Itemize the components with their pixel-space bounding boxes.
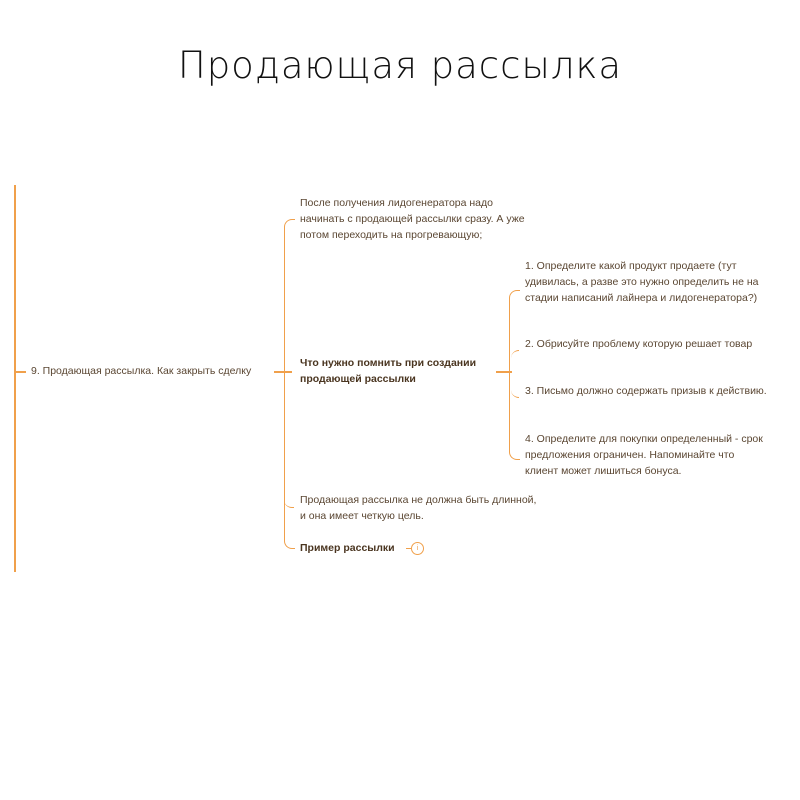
spine-line — [14, 185, 16, 572]
bracket-l2-item3 — [511, 371, 519, 398]
root-connector-left — [16, 371, 26, 373]
root-node[interactable]: 9. Продающая рассылка. Как закрыть сделку — [31, 365, 252, 377]
child-node-3[interactable]: Продающая рассылка не должна быть длинной, и она имеет четкую цель. — [300, 494, 537, 522]
bracket-l1-mid — [284, 371, 294, 508]
child-node-4[interactable]: Пример рассылки — [300, 542, 395, 554]
subchild-node-3[interactable]: 3. Письмо должно содержать призыв к действию. — [525, 385, 767, 397]
subchild-node-4[interactable]: 4. Определите для покупки определенный - срок предложения ограничен. Напоминайте что клиент может лишиться бонуса. — [525, 433, 763, 477]
bracket-l1-top — [284, 219, 295, 372]
child-node-1[interactable]: После получения лидогенератора надо начинать с продающей рассылки сразу. А уже потом переходить на прогревающую; — [300, 197, 525, 241]
subchild-node-1[interactable]: 1. Определите какой продукт продаете (тут удивилась, а разве это нужно определить не на стадии написаний лайнера и лидогенератора?) — [525, 260, 759, 304]
info-icon[interactable]: i — [411, 542, 424, 555]
subchild-node-2[interactable]: 2. Обрисуйте проблему которую решает товар — [525, 338, 753, 350]
page-title: Продающая рассылка — [177, 44, 623, 87]
bracket-l2-item2 — [511, 350, 519, 372]
child-node-2[interactable]: Что нужно помнить при создании продающей рассылки — [300, 357, 477, 385]
